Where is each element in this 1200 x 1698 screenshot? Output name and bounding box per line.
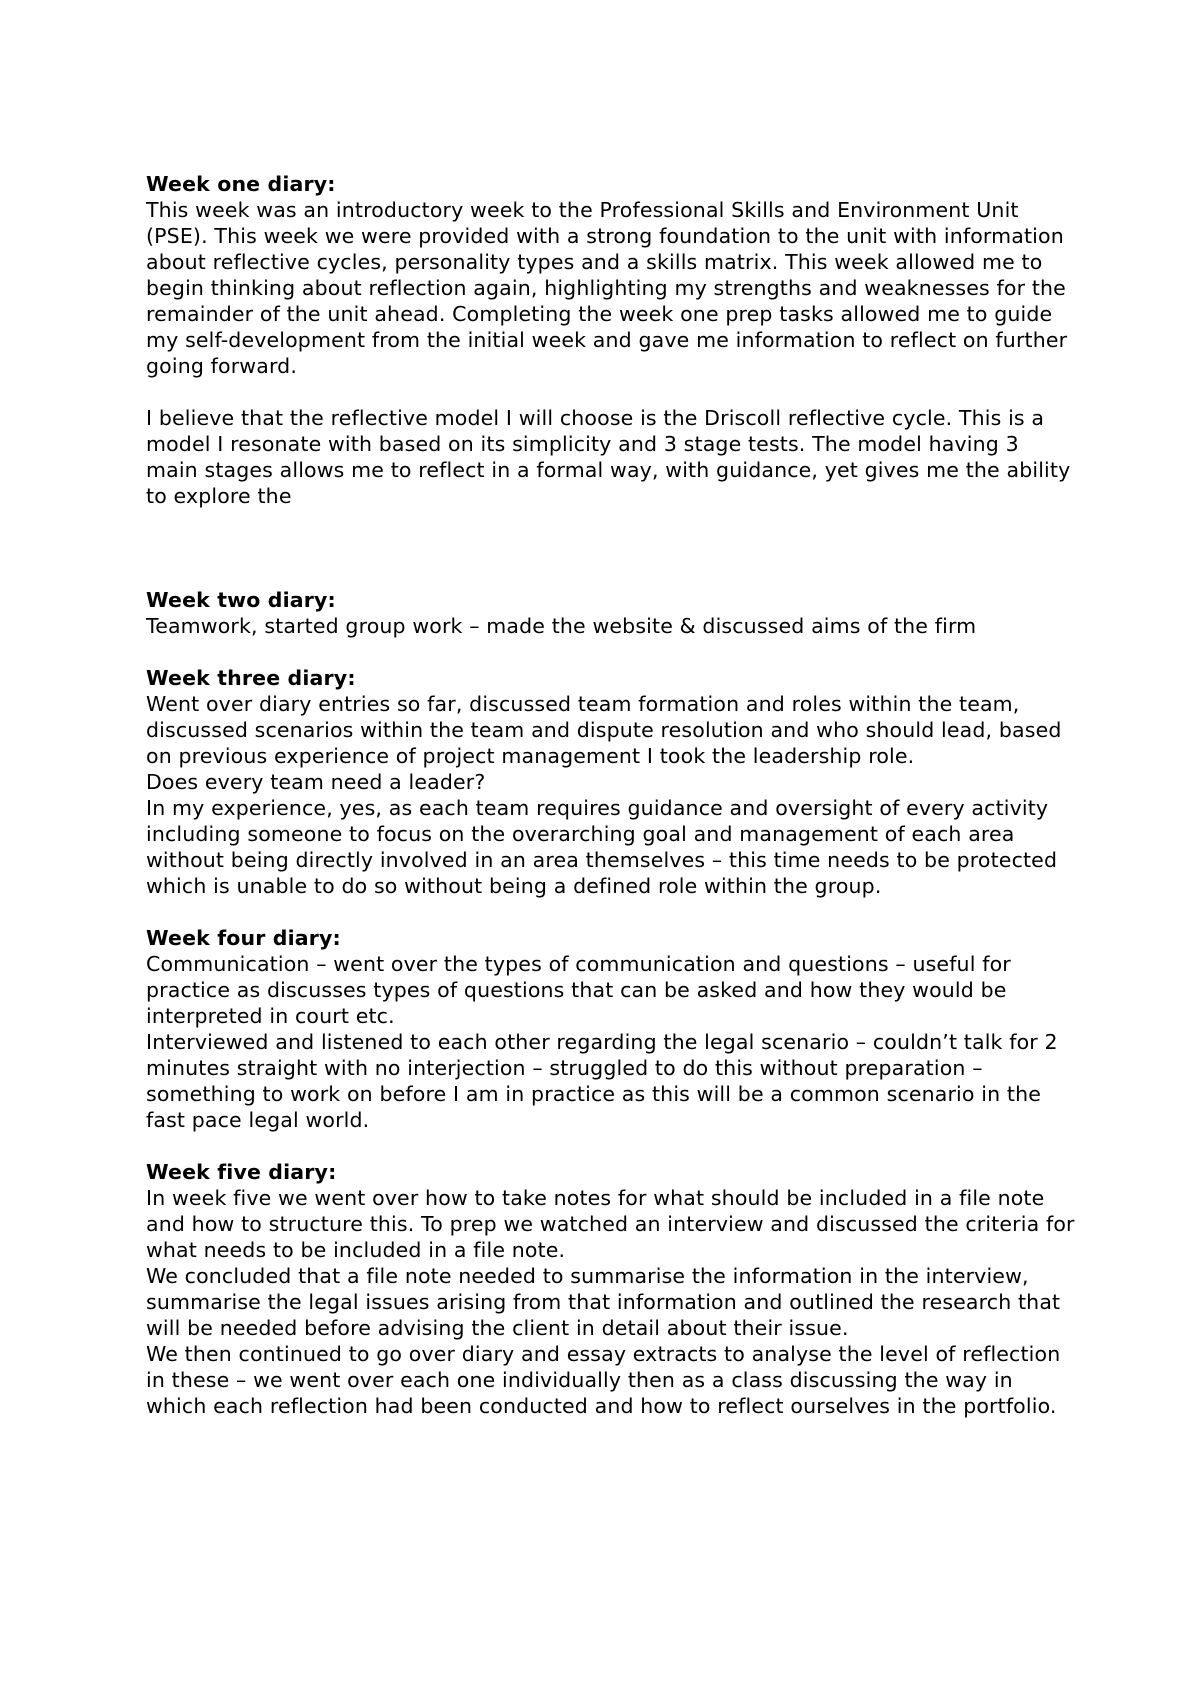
section-spacer <box>146 1133 1076 1159</box>
week-one-paragraph-2: I believe that the reflective model I will choose is the Driscoll reflective cycle. This is a model I resonate with based on its simplicity and 3 stage tests. The model having 3 main stages allows me to reflect in a formal way, with guidance, yet gives me the ability to explore the <box>146 406 1071 508</box>
week-one-section <box>146 171 1076 509</box>
section-spacer <box>146 509 1076 587</box>
week-three-heading: Week three diary: <box>146 666 356 690</box>
week-five-paragraph-3: We then continued to go over diary and essay extracts to analyse the level of reflection in these – we went over each one individually then as a class discussing the way in which each reflection had been conducted and how to reflect ourselves in the portfolio. <box>146 1342 1061 1418</box>
paragraph-spacer <box>146 379 1076 405</box>
week-five-paragraph-1: In week five we went over how to take notes for what should be included in a file note and how to structure this. To prep we watched an interview and discussed the criteria for what needs to be included in a file note. <box>146 1186 1075 1262</box>
week-one-paragraph-1: This week was an introductory week to the Professional Skills and Environment Unit (PSE). This week we were provided with a strong foundation to the unit with information about reflective cycles, personality types and a skills matrix. This week allowed me to begin thinking about reflection again, highlighting my strengths and weaknesses for the remainder of the unit ahead. Completing the week one prep tasks allowed me to guide my self-development from the initial week and gave me information to reflect on further going forward. <box>146 198 1068 378</box>
week-three-paragraph-3: In my experience, yes, as each team requires guidance and oversight of every activity including someone to focus on the overarching goal and management of each area without being directly involved in an area themselves – this time needs to be protected which is unable to do so without being a defined role within the group. <box>146 796 1058 898</box>
week-four-section <box>146 925 1076 1133</box>
section-spacer <box>146 639 1076 665</box>
week-four-heading: Week four diary: <box>146 926 341 950</box>
week-three-paragraph-2: Does every team need a leader? <box>146 770 486 794</box>
section-spacer <box>146 899 1076 925</box>
week-two-paragraph-1: Teamwork, started group work – made the website & discussed aims of the firm <box>146 614 977 638</box>
week-four-paragraph-1: Communication – went over the types of communication and questions – useful for practice as discusses types of questions that can be asked and how they would be interpreted in court etc. <box>146 952 1011 1028</box>
week-five-paragraph-2: We concluded that a file note needed to summarise the information in the interview, summarise the legal issues arising from that information and outlined the research that will be needed before advising the client in detail about their issue. <box>146 1264 1061 1340</box>
week-three-paragraph-1: Went over diary entries so far, discussed team formation and roles within the team, discussed scenarios within the team and dispute resolution and who should lead, based on previous experience of project management I took the leadership role. <box>146 692 1062 768</box>
week-two-heading: Week two diary: <box>146 588 336 612</box>
week-two-section <box>146 587 1076 639</box>
document-page <box>146 171 1076 1419</box>
week-five-section <box>146 1159 1076 1419</box>
week-five-heading: Week five diary: <box>146 1160 337 1184</box>
week-three-section <box>146 665 1076 899</box>
week-one-heading: Week one diary: <box>146 172 336 196</box>
week-four-paragraph-2: Interviewed and listened to each other regarding the legal scenario – couldn’t talk for 2 minutes straight with no interjection – struggled to do this without preparation – something to work on before I am in practice as this will be a common scenario in the fast pace legal world. <box>146 1030 1058 1132</box>
